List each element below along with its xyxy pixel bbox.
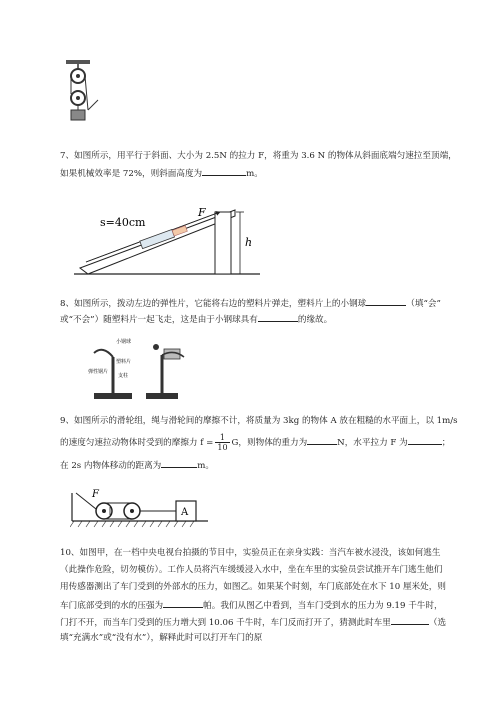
- spring-label-stand: 支柱: [118, 373, 129, 379]
- q9-text-a: 的速度匀速拉动物体时受到的摩擦力 f =: [60, 438, 214, 448]
- q9-line-2: [60, 433, 480, 453]
- spring-label-ball: 小钢球: [116, 339, 132, 345]
- q8-line-2: [60, 312, 480, 326]
- pulley-system-figure: [70, 485, 210, 531]
- q8-text-b: （填“会”: [406, 299, 441, 309]
- q10-text-a: 车门底部受到的水的压强为: [60, 601, 164, 611]
- q8-text-d: 的缘故。: [297, 315, 333, 325]
- q9-text-e: 在 2s 内物体移动的距离为: [60, 461, 162, 471]
- q10-text-b: 帕。我们从图乙中看到，当车门受到水的压力为 9.19 千牛时，: [203, 601, 443, 611]
- q9-line-1: 9、如图所示的滑轮组，绳与滑轮间的摩擦不计，将质量为 3kg 的物体 A 放在粗糙的水平面上，以 1m/s: [60, 416, 458, 426]
- incline-figure: [70, 198, 270, 280]
- q9-text-c: N，水平拉力 F 为: [337, 438, 408, 448]
- q9-text-d: ；: [441, 438, 451, 448]
- q9-frac-num: 1: [215, 433, 229, 443]
- q9-frac-den: 10: [217, 443, 228, 452]
- q10-line-2: （此操作危险，切勿模仿）。工作人员将汽车缓缓浸入水中，坐在车里的实验员尝试推开车门逃生他们: [60, 565, 443, 575]
- q9-answer-blank-3[interactable]: [161, 458, 197, 468]
- q9-line-3: [60, 458, 480, 472]
- q10-answer-blank-2[interactable]: [391, 615, 429, 625]
- spring-label-plastic: 塑料片: [116, 359, 132, 365]
- q10-line-1: 10、如图甲，在一档中央电视台拍摄的节目中，实验员正在亲身实践：当汽车被水浸没，该如何逃生: [60, 548, 441, 558]
- q8-text-c: 或“不会”）随塑料片一起飞走，这是由于小钢球具有: [60, 315, 258, 325]
- q9-answer-blank-2[interactable]: [408, 435, 442, 445]
- q10-answer-blank-1[interactable]: [163, 598, 203, 608]
- spring-label-spring: 弹性钢片: [88, 369, 109, 375]
- q10-text-c: 门打不开，而当车门受到的压力增大到 10.06 千牛时，车门反而打开了，猜测此时车里: [60, 618, 391, 628]
- q9-answer-blank-1[interactable]: [307, 435, 337, 445]
- q9-fraction: [215, 433, 229, 452]
- q9-text-f: m。: [197, 461, 215, 471]
- q8-answer-blank-1[interactable]: [366, 296, 406, 306]
- pulley-F-label: F: [92, 489, 99, 500]
- q7-text-b: m。: [246, 169, 263, 179]
- q10-line-4: [60, 598, 480, 612]
- q7-line-2: [60, 166, 480, 180]
- spring-figure: [88, 335, 198, 405]
- q7-text-a: 如果机械效率是 72%，则斜面高度为: [60, 169, 203, 179]
- q10-line-6: 填“充满水”或“没有水”），解释此时可以打开车门的原: [60, 633, 263, 643]
- incline-h-label: h: [245, 236, 253, 249]
- q7-answer-blank[interactable]: [202, 166, 246, 176]
- incline-s-label: s=40cm: [100, 216, 146, 229]
- pulley-figure-top: [60, 60, 120, 130]
- q10-text-d: （选: [428, 618, 447, 628]
- q10-line-5: [60, 615, 480, 629]
- q8-line-1: [60, 296, 480, 310]
- q10-line-3: 用传感器测出了车门受到的外部水的压力，如图乙。如果某个时刻，车门底部处在水下 10 厘米处，则: [60, 582, 446, 592]
- q8-text-a: 8、如图所示，拨动左边的弹性片，它能将右边的塑料片弹走，塑料片上的小钢球: [60, 299, 367, 309]
- q8-answer-blank-2[interactable]: [258, 312, 298, 322]
- pulley-A-label: A: [181, 507, 189, 518]
- q9-text-b: G，则物体的重力为: [231, 438, 308, 448]
- incline-F-label: F: [198, 206, 206, 219]
- q7-line-1: 7、如图所示，用平行于斜面、大小为 2.5N 的拉力 F，将重为 3.6 N 的物体从斜面底端匀速拉至顶端，: [60, 151, 457, 161]
